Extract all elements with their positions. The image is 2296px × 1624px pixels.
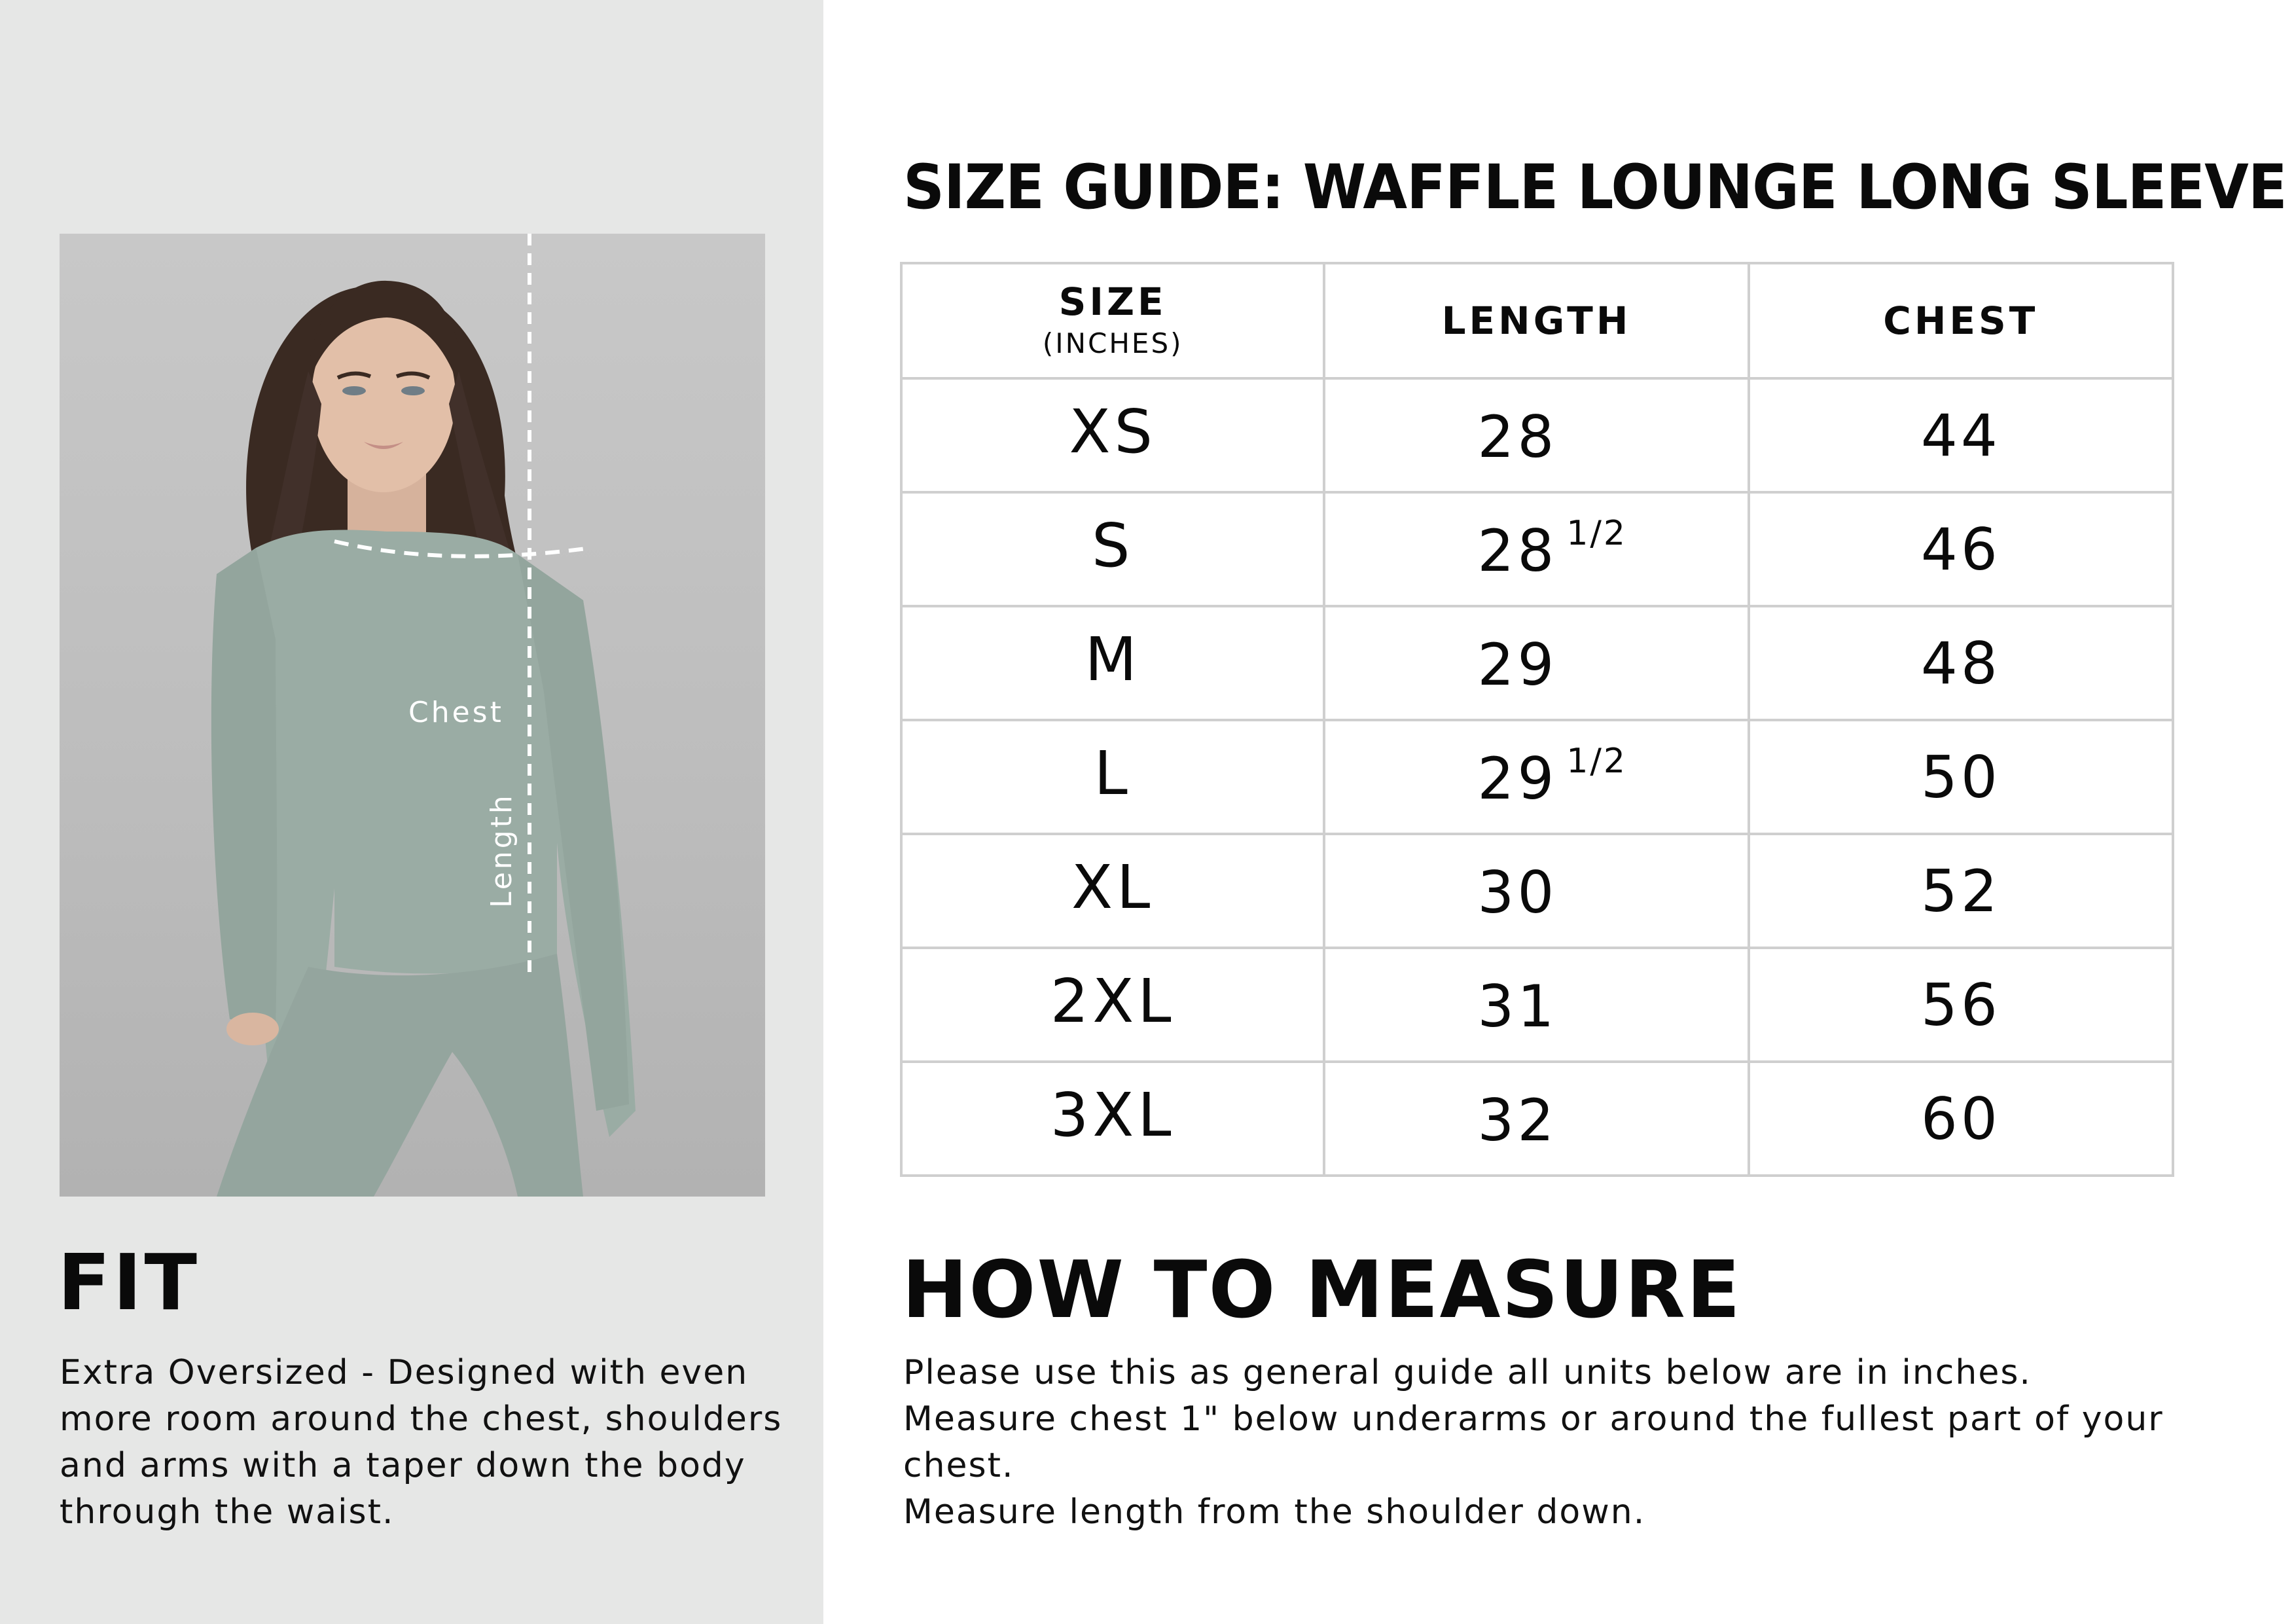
length-value: 32 <box>1477 1087 1558 1154</box>
header-size <box>901 263 1324 378</box>
fit-line: and arms with a taper down the body <box>60 1446 746 1485</box>
fit-line: through the waist. <box>60 1492 395 1532</box>
chest-cell <box>1749 378 2173 492</box>
instruction-line: Please use this as general guide all units below are in inches. <box>903 1353 2032 1392</box>
chest-value: 44 <box>1920 401 2001 469</box>
fit-line: Extra Oversized - Designed with even <box>60 1353 749 1392</box>
size-value: 3XL <box>1050 1079 1175 1150</box>
size-cell <box>901 948 1324 1062</box>
chest-cell <box>1749 948 2173 1062</box>
table-row <box>901 492 2173 606</box>
how-to-measure-heading: HOW TO MEASURE <box>902 1245 1742 1336</box>
size-cell <box>901 1062 1324 1176</box>
instruction-line: chest. <box>903 1446 1014 1485</box>
chest-cell <box>1749 492 2173 606</box>
length-value: 29 <box>1477 631 1558 698</box>
table-row <box>901 834 2173 948</box>
table-row <box>901 948 2173 1062</box>
size-cell <box>901 606 1324 720</box>
instruction-line: Measure chest 1" below underarms or around the fullest part of your <box>903 1399 2164 1439</box>
model-photo <box>60 234 765 1197</box>
length-cell <box>1324 606 1748 720</box>
chest-cell <box>1749 720 2173 834</box>
size-cell <box>901 492 1324 606</box>
instruction-line: Measure length from the shoulder down. <box>903 1492 1646 1532</box>
header-chest <box>1749 263 2173 378</box>
length-value: 30 <box>1477 859 1558 926</box>
length-fraction: 1/2 <box>1566 742 1627 781</box>
table-row <box>901 1062 2173 1176</box>
chest-cell <box>1749 606 2173 720</box>
size-value: XS <box>1069 396 1157 467</box>
how-to-measure-instructions <box>903 1350 2212 1536</box>
length-cell <box>1324 1062 1748 1176</box>
header-length-label: LENGTH <box>1441 298 1632 343</box>
header-length <box>1324 263 1748 378</box>
left-panel <box>0 0 823 1624</box>
length-fraction: 1/2 <box>1566 514 1627 553</box>
length-cell <box>1324 720 1748 834</box>
table-row <box>901 720 2173 834</box>
chest-value: 56 <box>1920 971 2001 1039</box>
chest-cell <box>1749 1062 2173 1176</box>
length-value: 29 <box>1477 745 1558 812</box>
chest-value: 48 <box>1920 629 2001 697</box>
size-table <box>900 262 2174 1177</box>
fit-line: more room around the chest, shoulders <box>60 1399 783 1439</box>
length-cell <box>1324 492 1748 606</box>
size-value: S <box>1091 510 1134 581</box>
size-cell <box>901 834 1324 948</box>
size-guide-title: SIZE GUIDE: WAFFLE LOUNGE LONG SLEEVE <box>903 152 2287 223</box>
chest-value: 46 <box>1920 515 2001 583</box>
chest-cell <box>1749 834 2173 948</box>
length-measure-label: Length <box>485 793 518 908</box>
size-value: XL <box>1071 852 1155 922</box>
fit-heading: FIT <box>58 1237 200 1327</box>
chest-value: 52 <box>1920 857 2001 925</box>
length-value: 28 <box>1477 517 1558 585</box>
length-cell <box>1324 834 1748 948</box>
length-cell <box>1324 948 1748 1062</box>
header-size-label: SIZE <box>1058 280 1167 325</box>
table-row <box>901 378 2173 492</box>
header-size-unit: (INCHES) <box>1042 327 1183 359</box>
header-chest-label: CHEST <box>1883 298 2039 343</box>
length-value: 31 <box>1477 973 1558 1040</box>
size-value: M <box>1085 624 1141 695</box>
chest-value: 50 <box>1920 743 2001 811</box>
chest-value: 60 <box>1920 1085 2001 1153</box>
length-cell <box>1324 378 1748 492</box>
length-value: 28 <box>1477 403 1558 471</box>
table-header-row <box>901 263 2173 378</box>
size-cell <box>901 720 1324 834</box>
table-row <box>901 606 2173 720</box>
size-value: 2XL <box>1050 965 1175 1036</box>
size-cell <box>901 378 1324 492</box>
chest-measure-label: Chest <box>408 696 504 729</box>
size-value: L <box>1094 738 1132 808</box>
fit-description <box>60 1350 812 1536</box>
